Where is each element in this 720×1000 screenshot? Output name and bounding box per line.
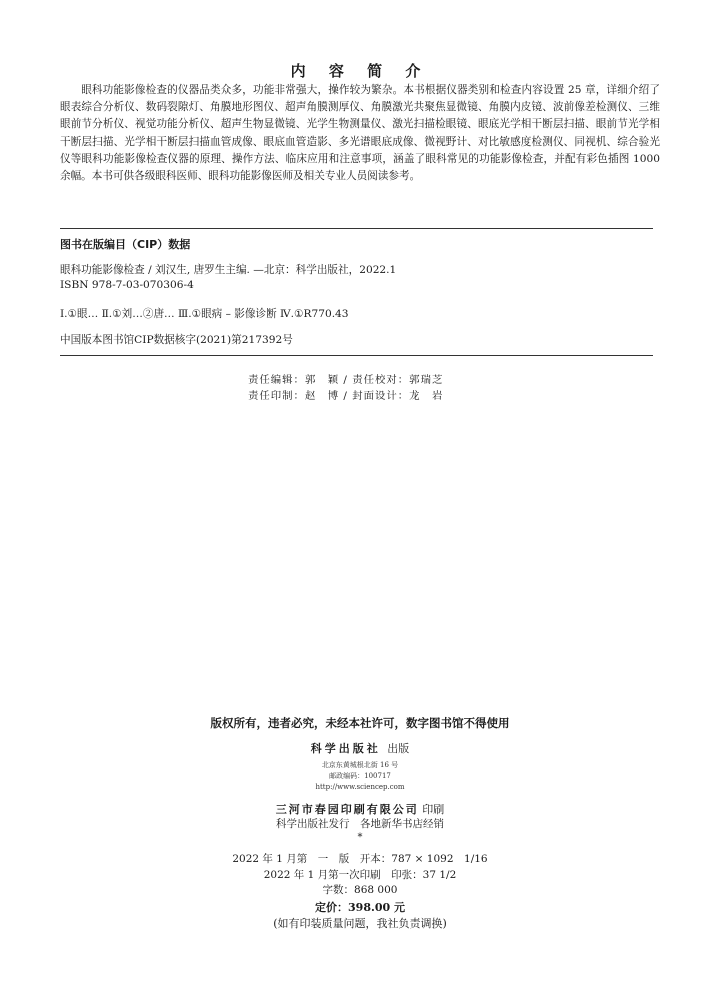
cip-catalog: 眼科功能影像检查 / 刘汉生, 唐罗生主编. —北京：科学出版社，2022.1 bbox=[60, 264, 397, 276]
cip-record: 中国版本图书馆CIP数据核字(2021)第217392号 bbox=[60, 334, 293, 346]
printing-line: 2022 年 1 月第一次印刷 印张：37 1/2 bbox=[263, 868, 457, 881]
cip-isbn: ISBN 978-7-03-070306-4 bbox=[60, 279, 194, 291]
printer-line bbox=[0, 801, 720, 817]
imprint-block bbox=[0, 715, 720, 931]
publisher-name: 科学出版社 bbox=[310, 742, 381, 755]
separator-star: * bbox=[357, 832, 363, 843]
publisher-address: 北京东黄城根北街 16 号 bbox=[321, 761, 399, 769]
publisher-postcode: 邮政编码：100717 bbox=[329, 772, 391, 780]
printer-name: 三河市春园印刷有限公司 bbox=[275, 803, 419, 816]
publisher-website: http://www.sciencep.com bbox=[315, 783, 405, 791]
cip-classification: Ⅰ.①眼… Ⅱ.①刘…②唐… Ⅲ.①眼病 – 影像诊断 Ⅳ.①R770.43 bbox=[60, 308, 349, 320]
editors-line-2: 责任印制：赵 博 / 封面设计：龙 岩 bbox=[248, 390, 444, 402]
price-line: 定价：398.00 元 bbox=[315, 900, 405, 914]
publisher-suffix: 出版 bbox=[387, 742, 410, 755]
copyright-notice: 版权所有，违者必究，未经本社许可，数字图书馆不得使用 bbox=[210, 716, 510, 730]
edition-specs bbox=[0, 852, 720, 899]
summary-text: 眼科功能影像检查的仪器品类众多，功能非常强大，操作较为繁杂。本书根据仪器类别和检查内容设置 25 章，详细介绍了眼表综合分析仪、数码裂隙灯、角膜地形图仪、超声角膜测厚仪、角膜激光共聚焦显微镜、角膜内皮镜、波前像差检测仪、三维眼前节分析仪、视觉功能分析仪、超声生物显微镜、光学生物测量仪、激光扫描检眼镜、眼底光学相干断层扫描、眼前节光学相干断层扫描、光学相干断层扫描血管成像、眼底血管造影、多光谱眼底成像、微视野计、对比敏感度检测仪、同视机、综合验光仪等眼科功能影像检查仪器的原理、操作方法、临床应用和注意事项，涵盖了眼科常见的功能影像检查，并配有彩色插图 1000 余幅。本书可供各级眼科医师、眼科功能影像医师及相关专业人员阅读参考。 bbox=[60, 84, 660, 183]
publisher-line bbox=[0, 740, 720, 756]
summary-title: 内 容 简 介 bbox=[290, 62, 430, 80]
editors-block bbox=[248, 372, 443, 404]
printer-suffix: 印刷 bbox=[422, 803, 445, 816]
edition-line: 2022 年 1 月第 一 版 开本：787 × 1092 1/16 bbox=[232, 853, 488, 865]
editors-line-1: 责任编辑：郭 颖 / 责任校对：郭瑞芝 bbox=[248, 374, 444, 386]
quality-notice: (如有印装质量问题，我社负责调换) bbox=[273, 916, 447, 930]
wordcount-line: 字数：868 000 bbox=[322, 884, 398, 896]
cip-heading: 图书在版编目（CIP）数据 bbox=[60, 238, 191, 251]
distribution-line: 科学出版社发行 各地新华书店经销 bbox=[276, 818, 444, 830]
cip-block bbox=[60, 228, 653, 356]
